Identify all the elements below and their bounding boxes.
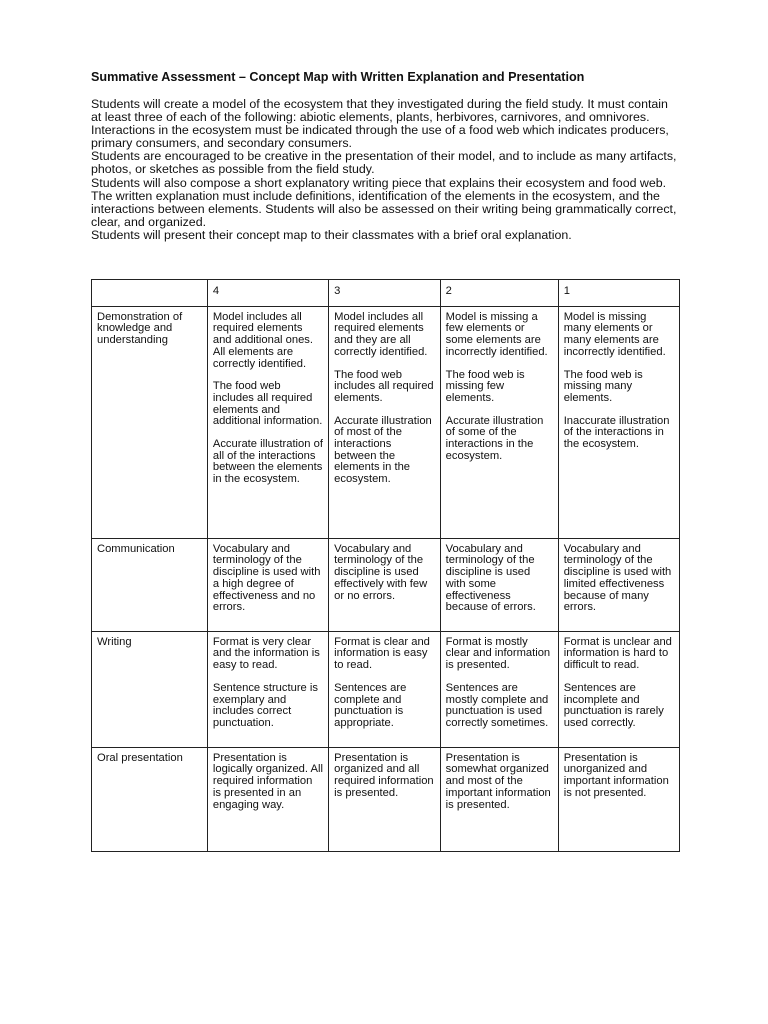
intro-paragraph: Interactions in the ecosystem must be indicated through the use of a food web which indicates producers, primary consumers, and secondary consumers. [91,123,669,151]
descriptor-text: Model is missing many elements or many elements are incorrectly identified. [563,310,666,358]
rubric-row-knowledge [92,306,680,538]
level-2-cell [440,306,558,538]
level-1-cell [558,747,679,851]
level-4-cell [207,306,328,538]
descriptor-text: Format is mostly clear and information is presented. [445,635,551,672]
level-1-cell [558,631,679,747]
descriptor-text: The food web is missing few elements. [445,368,525,404]
level-1-cell [558,538,679,631]
header-level-1: 1 [558,280,679,307]
descriptor-text: Vocabulary and terminology of the discipline is used with a high degree of effectiveness and no errors. [212,542,321,614]
descriptor-text: Accurate illustration of some of the interactions in the ecosystem. [445,414,544,462]
level-1-cell [558,306,679,538]
criterion-cell: Communication [92,538,208,631]
level-4-cell [207,747,328,851]
descriptor-text: The food web includes all required elements and additional information. [212,380,323,428]
descriptor-text: Vocabulary and terminology of the discipline is used with some effectiveness because of errors. [445,542,536,614]
level-3-cell [329,631,441,747]
descriptor-text: Sentence structure is exemplary and includes correct punctuation. [212,681,318,729]
level-3-cell [329,747,441,851]
rubric-row-writing [92,631,680,747]
intro-paragraph: Students are encouraged to be creative in the presentation of their model, and to include as many artifacts, photos, or sketches as possible from the field study. [91,149,677,177]
descriptor-text: Presentation is logically organized. All required information is presented in an engaging way. [212,751,323,811]
descriptor-text: Accurate illustration of most of the interactions between the elements in the ecosystem. [334,414,432,486]
criterion-cell: Oral presentation [92,747,208,851]
descriptor-text: Presentation is somewhat organized and most of the important information is presented. [445,751,551,811]
descriptor-text: Sentences are incomplete and punctuation is rarely used correctly. [563,681,664,729]
intro-paragraph: Students will also compose a short explanatory writing piece that explains their ecosystem and food web. The written explanation must include definitions, identification of the elements in the ecosystem, and the interactions between elements. Students will also be assessed on their writing being grammatically correct, clear, and organized. [91,175,677,229]
rubric-header-row [92,280,680,307]
descriptor-text: Presentation is unorganized and important information is not presented. [563,751,669,799]
descriptor-text: Presentation is organized and all required information is presented. [334,751,434,799]
rubric-row-communication [92,538,680,631]
intro-text [91,98,681,242]
descriptor-text: Model is missing a few elements or some elements are incorrectly identified. [445,310,548,358]
descriptor-text: Inaccurate illustration of the interactions in the ecosystem. [563,414,670,451]
level-2-cell [440,747,558,851]
descriptor-text: Sentences are complete and punctuation is appropriate. [334,681,407,729]
rubric-row-oral-presentation [92,747,680,851]
document-page [91,70,681,811]
document-title: Summative Assessment – Concept Map with Written Explanation and Presentation [91,70,585,84]
criterion-cell: Demonstration of knowledge and understanding [92,306,208,538]
descriptor-text: Format is clear and information is easy to read. [334,635,430,672]
intro-paragraph: Students will present their concept map to their classmates with a brief oral explanation. [91,227,572,242]
level-3-cell [329,306,441,538]
descriptor-text: Format is unclear and information is hard to difficult to read. [563,635,672,672]
header-level-4: 4 [207,280,328,307]
descriptor-text: Sentences are mostly complete and punctuation is used correctly sometimes. [445,681,549,729]
descriptor-text: The food web includes all required elements. [334,368,434,404]
criterion-cell: Writing [92,631,208,747]
descriptor-text: Model includes all required elements and additional ones. All elements are correctly identified. [212,310,314,370]
descriptor-text: Model includes all required elements and they are all correctly identified. [334,310,428,358]
level-3-cell [329,538,441,631]
header-level-3: 3 [329,280,441,307]
descriptor-text: Vocabulary and terminology of the discipline is used effectively with few or no errors. [334,542,428,602]
level-2-cell [440,631,558,747]
level-2-cell [440,538,558,631]
descriptor-text: Vocabulary and terminology of the discipline is used with limited effectiveness because of many errors. [563,542,672,614]
intro-paragraph: Students will create a model of the ecosystem that they investigated during the field study. It must contain at least three of each of the following: abiotic elements, plants, herbivores, carnivores, and omnivores. [91,97,668,125]
level-4-cell [207,538,328,631]
descriptor-text: The food web is missing many elements. [563,368,643,404]
header-level-2: 2 [440,280,558,307]
level-4-cell [207,631,328,747]
header-criteria-cell [92,280,208,307]
descriptor-text: Format is very clear and the information is easy to read. [212,635,320,672]
rubric-table [91,279,680,852]
descriptor-text: Accurate illustration of all of the interactions between the elements in the ecosystem. [212,438,323,486]
